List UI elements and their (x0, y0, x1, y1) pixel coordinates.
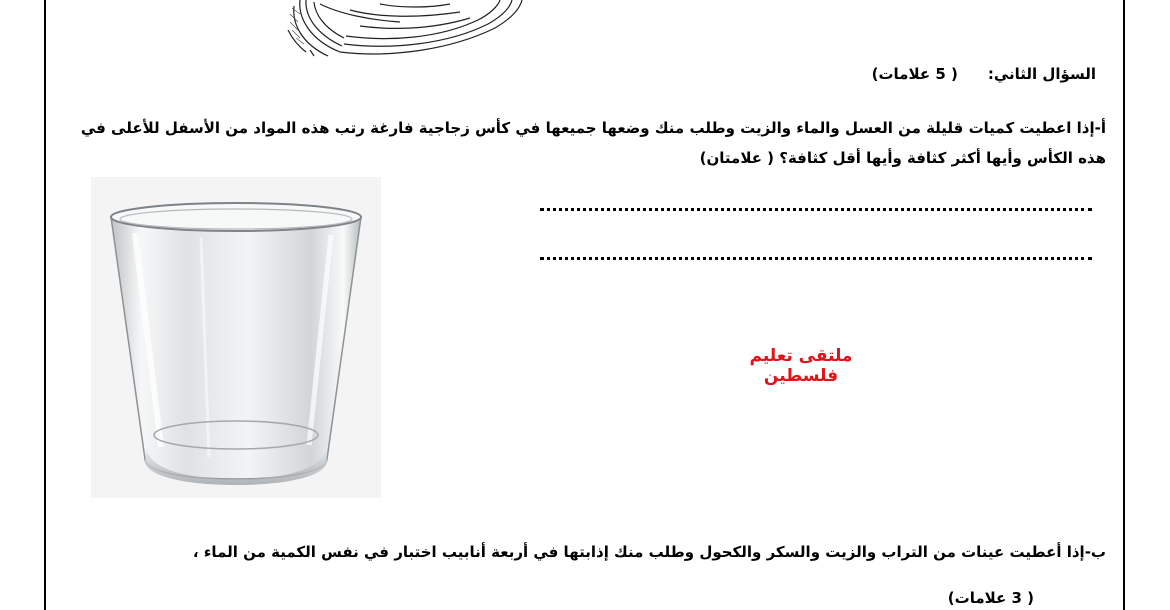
sketch-illustration (280, 0, 540, 58)
glass-cup-icon (91, 177, 381, 498)
answer-line (540, 257, 1092, 260)
question-title: السؤال الثاني: (987, 65, 1096, 83)
question-marks: ( 5 علامات) (871, 65, 958, 83)
part-b-marks: ( 3 علامات) (947, 589, 1034, 607)
watermark-text: ملتقى تعليم فلسطين (749, 346, 853, 386)
question-heading (872, 64, 1096, 84)
part-b-text: ب-إذا أعطيت عينات من التراب والزيت والسكر والكحول وطلب منك إذابتها في أربعة أنابيب اختبار في نفس الكمية من الماء ، (192, 543, 1106, 561)
answer-line (540, 208, 1092, 211)
page-border-left (44, 0, 46, 610)
glass-image (91, 177, 381, 498)
part-a-text: أ-إذا اعطيت كميات قليلة من العسل والماء والزيت وطلب منك وضعها جميعها في كأس زجاجية فارغة رتب هذه المواد من الأسفل للأعلى في هذه الكأس وأيها أكثر كثافة وأيها أقل كثافة؟ ( علامتان) (80, 119, 1106, 167)
page-border-right (1123, 0, 1125, 610)
